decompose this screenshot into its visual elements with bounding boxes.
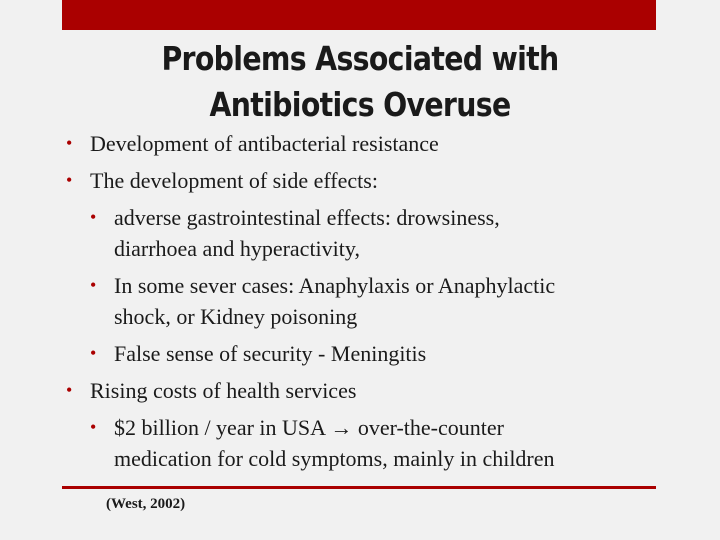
bullet-dot-icon: •: [90, 343, 97, 363]
bullet-text: The development of side effects:: [90, 168, 378, 193]
bullet-text-line-2: medication for cold symptoms, mainly in children: [114, 446, 555, 471]
bullet-text: Rising costs of health services: [90, 378, 357, 403]
bullet-text-after-arrow: over-the-counter: [357, 415, 504, 440]
citation: (West, 2002): [106, 496, 186, 512]
bullet-item: [0, 165, 720, 196]
slide-title: [102, 36, 618, 128]
sub-bullet-item: [0, 202, 720, 264]
title-accent-bar: [62, 0, 656, 30]
sub-bullet-item: [0, 270, 720, 332]
bullet-item: [0, 128, 720, 159]
bullet-text-line-2: shock, or Kidney poisoning: [114, 304, 358, 329]
bullet-dot-icon: •: [90, 207, 97, 227]
sub-bullet-item: [0, 338, 720, 369]
bullet-text: False sense of security - Meningitis: [114, 341, 427, 366]
footer-divider: [62, 486, 656, 489]
slide-title-line-2: Antibiotics Overuse: [209, 85, 511, 124]
sub-bullet-item: [0, 412, 720, 474]
bullet-text-line-1: In some sever cases: Anaphylaxis or Anaphylactic: [114, 273, 556, 298]
bullet-dot-icon: •: [90, 417, 97, 437]
bullet-dot-icon: •: [66, 380, 73, 400]
bullet-dot-icon: •: [90, 275, 97, 295]
bullet-text-before-arrow: $2 billion / year in USA: [114, 415, 325, 440]
bullet-list: [0, 128, 720, 474]
bullet-text: Development of antibacterial resistance: [90, 131, 439, 156]
slide-title-line-1: Problems Associated with: [161, 39, 559, 78]
bullet-dot-icon: •: [66, 133, 73, 153]
arrow-right-icon: →: [330, 415, 353, 440]
bullet-text-line-2: diarrhoea and hyperactivity,: [114, 236, 360, 261]
bullet-text-line-1: adverse gastrointestinal effects: drowsiness,: [114, 205, 500, 230]
bullet-dot-icon: •: [66, 170, 73, 190]
bullet-item: [0, 375, 720, 406]
